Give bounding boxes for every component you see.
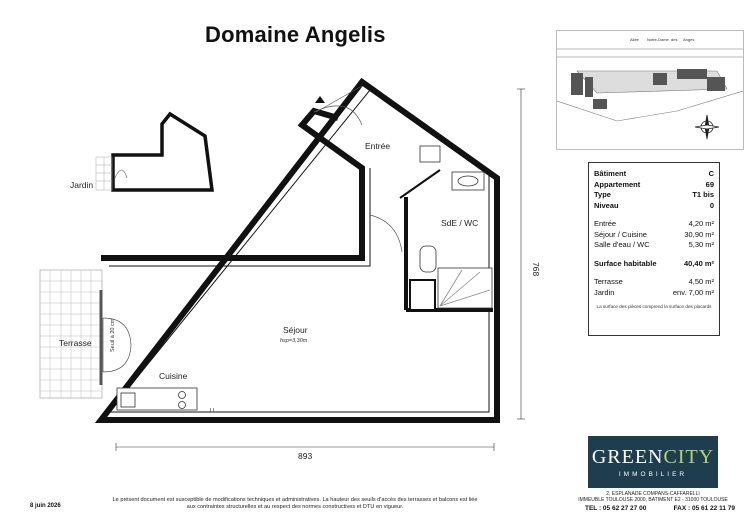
minimap-street-2: Notre-Dame — [647, 37, 669, 42]
entree-value: 4,20 m² — [688, 219, 714, 228]
sejour-label: Séjour / Cuisine — [594, 229, 647, 239]
logo-brand-b: CITY — [663, 446, 715, 468]
minimap-drawing — [557, 31, 743, 149]
door-sde — [370, 215, 402, 252]
greencity-logo — [588, 436, 718, 488]
appartement-value: 69 — [705, 179, 714, 189]
disclaimer-line-2: aux contraintes structurelles et au respect des normes constructives et DTU en vigueur. — [186, 504, 404, 510]
niveau-label: Niveau — [594, 200, 619, 210]
type-value: T1 bis — [692, 190, 714, 199]
company-address — [560, 491, 746, 503]
logo-brand-a: GREEN — [591, 446, 664, 468]
info-row-appartement — [589, 180, 719, 191]
info-row-type — [589, 190, 719, 201]
address-line-2: IMMEUBLE TOULOUSE 2000, BATIMENT E2 - 31000 TOULOUSE — [578, 497, 728, 503]
surface-value: 40,40 m² — [683, 258, 714, 268]
label-sejour-hsp: hsp=3,30m — [280, 338, 308, 344]
fax-number: FAX : 05 61 22 11 79 — [673, 505, 735, 512]
entry-arrow-icon — [315, 96, 325, 103]
label-ll: LL — [210, 408, 217, 414]
phone-number: TEL : 05 62 27 27 00 — [585, 505, 647, 512]
logo-sub: IMMOBILIER — [618, 471, 688, 478]
niveau-value: 0 — [709, 200, 714, 210]
logo-brand — [588, 436, 718, 469]
sde-label: Salle d'eau / WC — [594, 240, 650, 249]
info-row-entree — [589, 219, 719, 230]
appartement-label: Appartement — [594, 179, 641, 189]
label-jardin: Jardin — [70, 180, 94, 190]
label-cuisine: Cuisine — [159, 371, 188, 381]
info-note: La surface des pièces comprend la surface des placards — [596, 304, 712, 309]
label-entree: Entrée — [365, 141, 391, 151]
terrasse-tiles — [40, 270, 102, 398]
surface-label: Surface habitable — [594, 258, 657, 268]
info-row-surface — [589, 259, 719, 270]
sde-value: 5,30 m² — [688, 240, 714, 249]
label-sejour: Séjour — [283, 325, 308, 335]
placard-doors — [103, 318, 131, 372]
dimension-height: 768 — [531, 262, 541, 277]
sejour-value: 30,90 m² — [684, 229, 714, 239]
info-row-sejour — [589, 230, 719, 241]
jardin-label: Jardin — [594, 287, 615, 297]
label-terrasse: Terrasse — [59, 338, 92, 348]
batiment-value: C — [708, 169, 714, 178]
disclaimer — [95, 497, 495, 511]
dimension-width: 893 — [298, 451, 313, 461]
label-sde: SdE / WC — [441, 218, 479, 228]
minimap-street-3: des — [671, 37, 678, 42]
cuisine-fixtures — [117, 388, 197, 410]
info-row-jardin — [589, 288, 719, 299]
page-title: Domaine Angelis — [205, 22, 386, 47]
interior-walls — [101, 170, 493, 385]
info-row-niveau — [589, 201, 719, 212]
compass-icon — [695, 115, 719, 139]
disclaimer-line-1: Le présent document est susceptible de modifications techniques et administratives. La hauteur des seuils d'accès des terrasses et balcons est liée — [112, 497, 478, 503]
type-label: Type — [594, 190, 611, 199]
terrasse-label: Terrasse — [594, 277, 623, 286]
jardin-plan — [96, 114, 212, 190]
apartment-info-table — [588, 162, 720, 336]
info-row-terrasse — [589, 277, 719, 288]
document-date: 8 juin 2026 — [30, 503, 61, 509]
info-row-sde — [589, 240, 719, 251]
contact-phones — [585, 505, 735, 512]
address-line-1: 2, ESPLANADE COMPANS-CAFFARELLI — [606, 491, 700, 497]
location-minimap — [556, 30, 744, 150]
label-seuil: Seuil à 20 cm — [110, 318, 116, 352]
jardin-value: env. 7,00 m² — [672, 287, 714, 297]
sde-fixtures — [410, 146, 492, 310]
terrasse-value: 4,50 m² — [688, 277, 714, 286]
entree-label: Entrée — [594, 219, 617, 228]
minimap-street-1: Allée — [630, 37, 639, 42]
batiment-label: Bâtiment — [594, 169, 627, 178]
minimap-street-4: Anges — [683, 37, 695, 42]
info-row-batiment — [589, 169, 719, 180]
